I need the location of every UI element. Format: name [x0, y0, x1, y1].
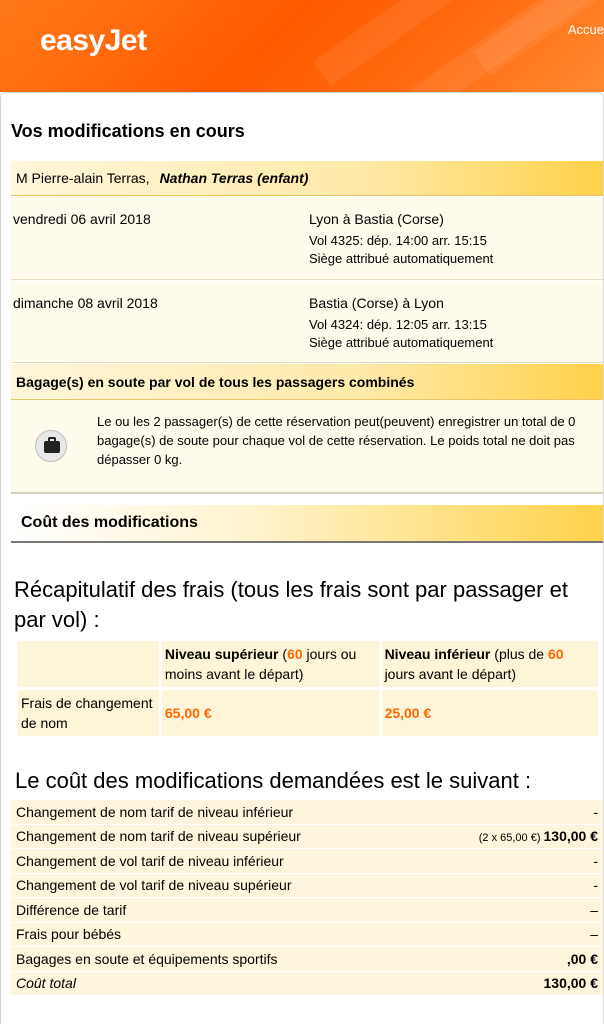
cost-row — [11, 923, 603, 948]
cost-row — [11, 849, 603, 874]
baggage-text: Le ou les 2 passager(s) de cette réservation peut(peuvent) enregistrer un total de 0 bagage(s) de soute pour chaque vol de cette réservation. Le poids total ne doit pas dépasser 0 kg. — [97, 414, 576, 467]
adult-passenger: M Pierre-alain Terras, — [16, 170, 150, 186]
cost-row — [11, 947, 603, 972]
cost-label: Changement de vol tarif de niveau supérieur — [16, 877, 292, 894]
cost-amount: - — [593, 852, 598, 869]
cost-section-title: Coût des modifications — [11, 505, 603, 543]
cost-amount: - — [593, 803, 598, 820]
lower-days: 60 — [547, 646, 564, 662]
cost-amount: – — [590, 926, 598, 943]
lower-open: (plus de — [490, 646, 548, 662]
modif-cost-title: Le coût des modifications demandées est le suivant : — [15, 768, 532, 793]
total-label: Coût total — [16, 975, 76, 992]
fees-table-corner — [18, 641, 159, 687]
suitcase-icon — [35, 430, 67, 462]
baggage-title: Bagage(s) en soute par vol de tous les passagers combinés — [11, 364, 603, 400]
cost-detail: (2 x 65,00 €) — [478, 832, 541, 845]
flight-seat: Siège attribué automatiquement — [309, 251, 494, 266]
cost-label: Différence de tarif — [16, 901, 127, 918]
upper-level-header — [162, 641, 379, 687]
cost-row — [11, 898, 603, 923]
cost-amount: - — [593, 877, 598, 894]
name-change-fee-label: Frais de changement de nom — [18, 690, 159, 736]
total-cost-row — [11, 972, 603, 997]
total-amount: 130,00 € — [543, 975, 598, 992]
cost-amount: ,00 € — [566, 950, 598, 967]
upper-fee-value: 65,00 € — [162, 690, 379, 736]
cost-list — [11, 800, 603, 996]
upper-rest: jours ou moins avant le départ) — [164, 646, 357, 682]
baggage-info — [11, 400, 603, 494]
flight-seat: Siège attribué automatiquement — [309, 335, 494, 350]
lower-level-header — [382, 641, 598, 687]
child-passenger: Nathan Terras (enfant) — [159, 170, 309, 186]
page-title: Vos modifications en cours — [11, 121, 245, 141]
flight-date: vendredi 06 avril 2018 — [13, 211, 151, 227]
flight-return — [11, 281, 603, 363]
flight-date: dimanche 08 avril 2018 — [13, 295, 158, 311]
cost-amount: – — [590, 901, 598, 918]
passengers-bar — [11, 161, 603, 196]
cost-row — [11, 800, 603, 825]
cost-row — [11, 874, 603, 899]
easyjet-logo[interactable]: easyJet — [40, 24, 147, 57]
lower-fee-value: 25,00 € — [382, 690, 598, 736]
flight-details: Vol 4324: dép. 12:05 arr. 13:15 — [309, 317, 487, 332]
flight-details: Vol 4325: dép. 14:00 arr. 15:15 — [309, 233, 487, 248]
header-stripe — [473, 0, 604, 76]
upper-open: ( — [278, 646, 288, 662]
cost-label: Changement de nom tarif de niveau inférieur — [16, 803, 294, 820]
cost-label: Bagages en soute et équipements sportifs — [16, 950, 278, 967]
flight-route: Lyon à Bastia (Corse) — [309, 211, 444, 227]
lower-level-label: Niveau inférieur — [384, 646, 491, 662]
fees-table — [15, 638, 601, 739]
flight-outbound — [11, 197, 603, 280]
lower-rest: jours avant le départ) — [384, 666, 517, 682]
cost-amount-group — [479, 828, 598, 844]
upper-days: 60 — [287, 646, 303, 662]
cost-label: Changement de vol tarif de niveau inférieur — [16, 852, 284, 869]
upper-level-label: Niveau supérieur — [164, 646, 279, 662]
cost-row — [11, 825, 603, 850]
flight-route: Bastia (Corse) à Lyon — [309, 295, 444, 311]
cost-label: Frais pour bébés — [16, 926, 122, 943]
cost-label: Changement de nom tarif de niveau supérieur — [16, 828, 301, 845]
home-link[interactable]: Accue — [567, 22, 604, 37]
cost-amount: 130,00 € — [543, 828, 598, 845]
header-banner — [0, 0, 604, 92]
recap-title: Récapitulatif des frais (tous les frais sont par passager et par vol) : — [14, 577, 568, 632]
